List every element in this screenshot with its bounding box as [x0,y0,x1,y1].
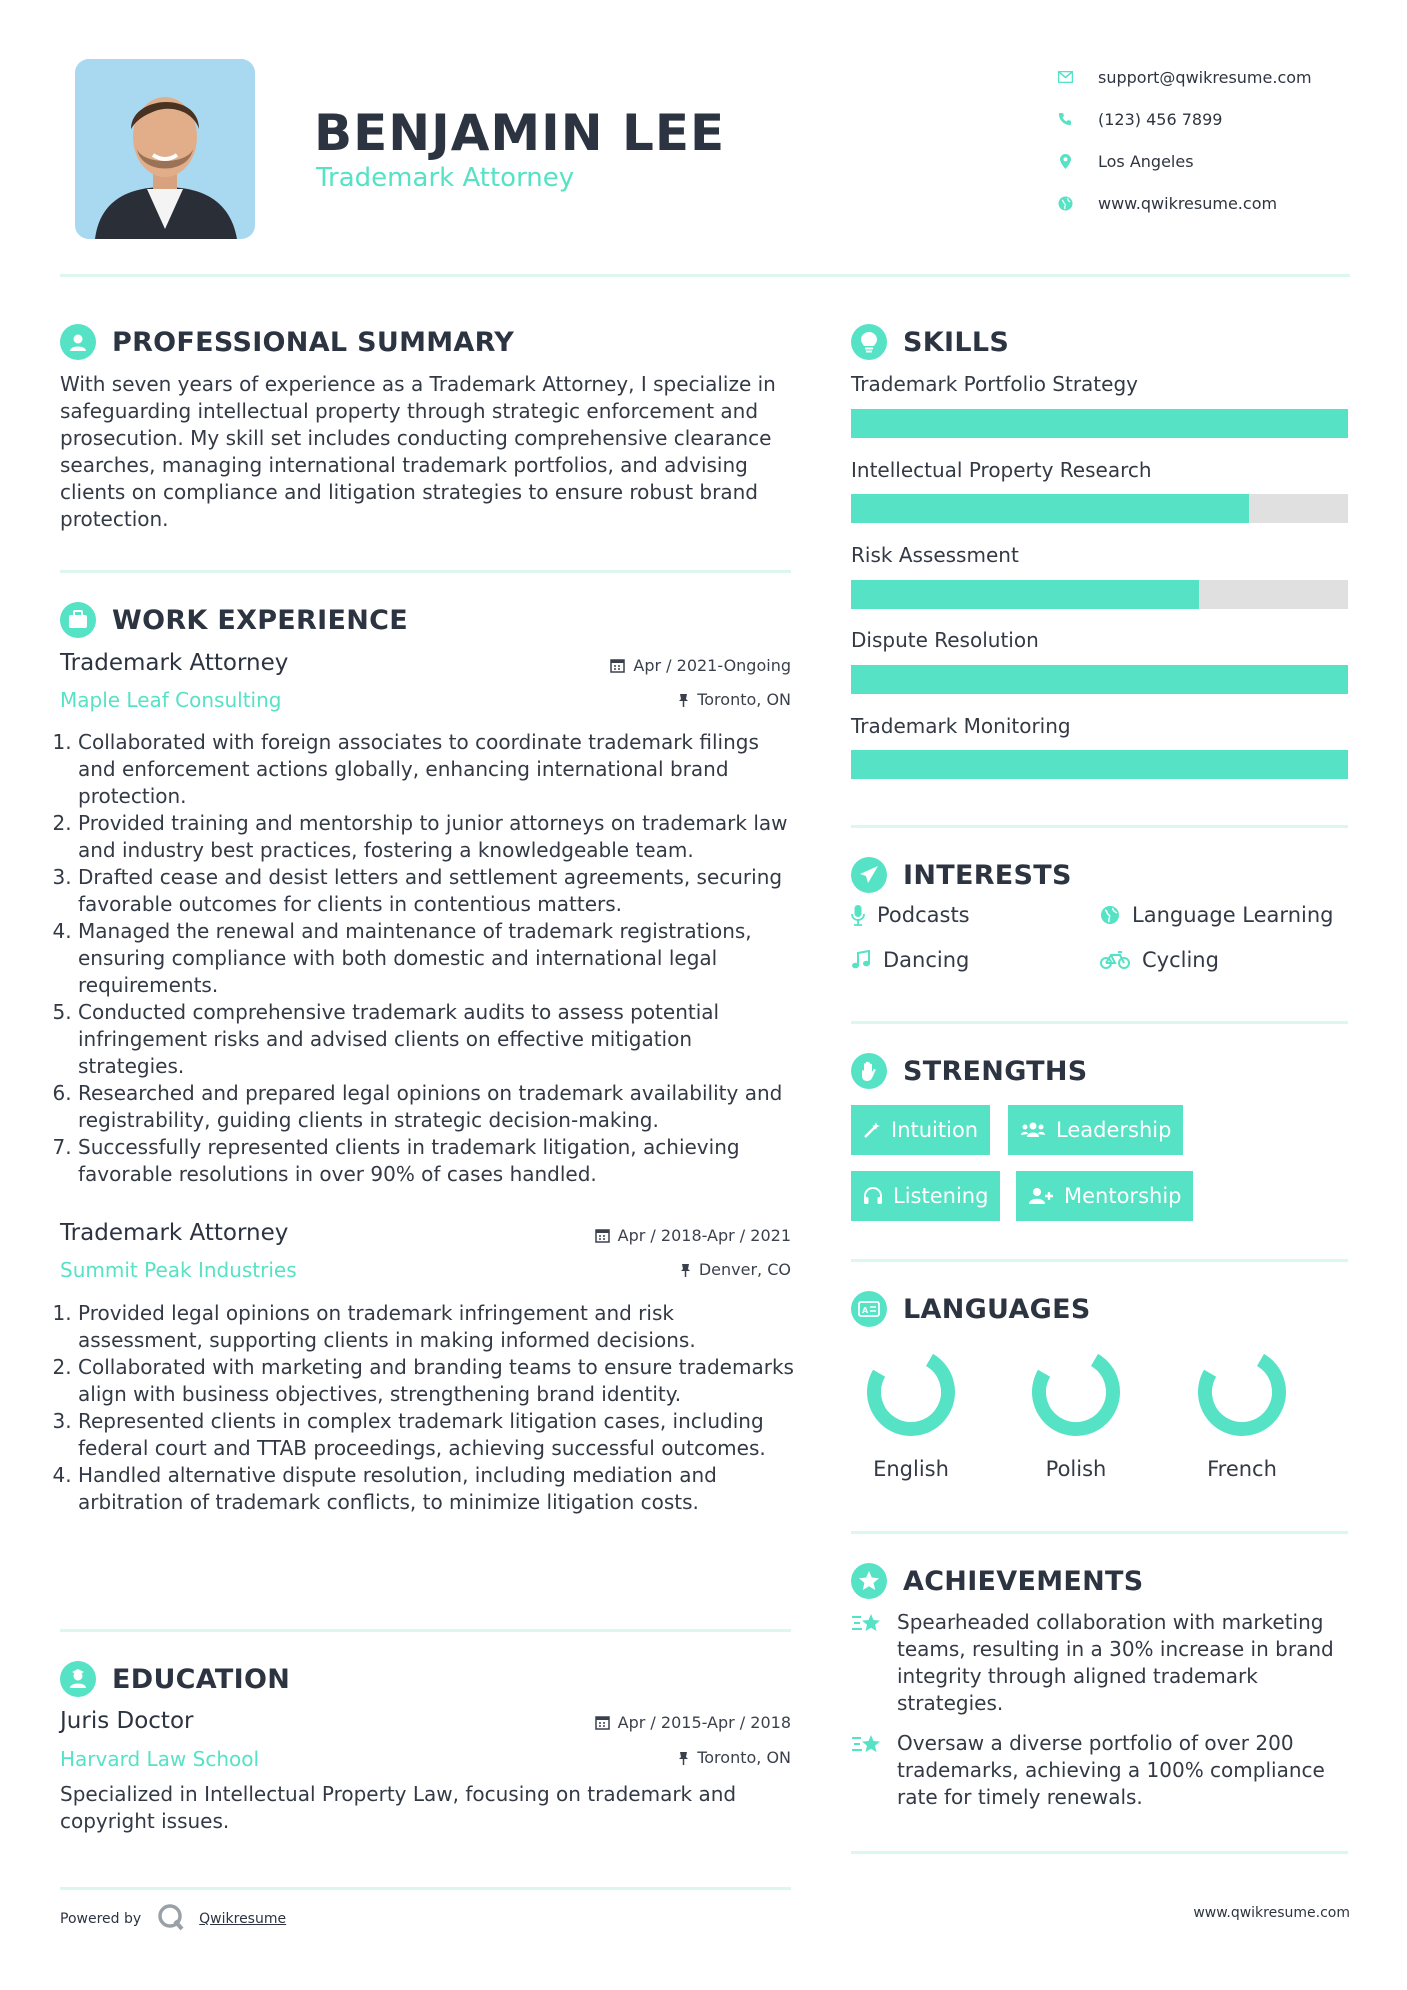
qwikresume-logo-icon [157,1903,185,1935]
contact-phone-text: (123) 456 7899 [1098,109,1223,129]
language-item [1172,1347,1312,1481]
summary-divider [60,570,791,573]
bicycle-icon [1100,950,1130,970]
skill-label: Risk Assessment [851,543,1019,567]
powered-by-label: Powered by [60,1911,142,1927]
skill-bar [851,409,1348,438]
contact-website[interactable] [1052,182,1352,224]
contact-email[interactable] [1052,56,1352,98]
skill-bar [851,580,1348,609]
skill-label: Intellectual Property Research [851,458,1152,482]
education-divider [60,1887,791,1890]
svg-text:A: A [862,1306,869,1315]
strengths-divider [851,1259,1348,1262]
skill-bar-fill [851,665,1348,694]
job-1-company: Maple Leaf Consulting [60,688,282,712]
list-item: 4. Handled alternative dispute resolution, including mediation and arbitration of trademark conflicts, to minimize litigation costs. [78,1462,800,1516]
interest-label: Dancing [883,948,970,972]
language-label: French [1207,1457,1277,1481]
education-title: EDUCATION [112,1663,291,1695]
interests-divider [851,1021,1348,1024]
headphones-icon [863,1187,883,1205]
strength-label: Leadership [1056,1118,1172,1142]
skill-bar [851,665,1348,694]
skill-bar-fill [851,750,1348,779]
education-degree: Juris Doctor [60,1708,194,1734]
education-school: Harvard Law School [60,1747,260,1771]
map-pin-icon [1052,151,1078,171]
contact-email-text: support@qwikresume.com [1098,67,1312,87]
list-item: 1. Collaborated with foreign associates to coordinate trademark filings and enforcement actions globally, enhancing international brand protection. [78,729,800,810]
profile-photo [75,59,255,239]
interest-item [851,903,970,927]
languages-heading [851,1291,1091,1327]
achievement-text: Spearheaded collaboration with marketing teams, resulting in a 30% increase in brand integrity through aligned trademark strategies. [897,1610,1334,1715]
achievement-item [851,1730,1351,1811]
contact-location-text: Los Angeles [1098,151,1194,171]
education-dates-text: Apr / 2015-Apr / 2018 [617,1713,791,1732]
star-badge-icon [851,1563,887,1599]
briefcase-icon [60,602,96,638]
skill-label: Trademark Monitoring [851,714,1071,738]
education-description: Specialized in Intellectual Property Law, focusing on trademark and copyright issues. [60,1782,737,1833]
list-item: 1. Provided legal opinions on trademark infringement and risk assessment, supporting clients in making informed decisions. [78,1300,800,1354]
magic-wand-icon [863,1121,881,1139]
interest-label: Podcasts [877,903,970,927]
user-plus-icon [1028,1187,1054,1205]
skill-bar [851,494,1348,523]
interest-item [1100,903,1333,927]
strength-label: Listening [893,1184,989,1208]
pushpin-icon [678,693,689,707]
job-1-dates [470,656,791,675]
achievements-heading [851,1563,1144,1599]
interests-title: INTERESTS [903,859,1072,891]
list-item: 4. Managed the renewal and maintenance of trademark registrations, ensuring compliance with both domestic and international legal requirements. [78,918,800,999]
language-item [841,1347,981,1481]
interest-label: Language Learning [1132,903,1334,927]
education-dates [470,1713,791,1732]
pushpin-icon [678,1751,689,1765]
experience-divider [60,1629,791,1632]
education-heading [60,1661,290,1697]
language-ring [1031,1347,1121,1437]
header-divider [60,274,1350,277]
users-icon [1020,1121,1046,1139]
achievements-title: ACHIEVEMENTS [903,1565,1144,1597]
globe-icon [1100,905,1120,925]
list-item: 5. Conducted comprehensive trademark audits to assess potential infringement risks and advised clients on effective mitigation strategies. [78,999,800,1080]
skill-label: Dispute Resolution [851,628,1039,652]
contact-info [1052,56,1352,224]
strengths-title: STRENGTHS [903,1055,1088,1087]
strength-tag [1016,1171,1193,1221]
contact-location [1052,140,1352,182]
skill-bar-fill [851,409,1348,438]
interest-item [851,948,969,972]
contact-website-text: www.qwikresume.com [1098,193,1278,213]
strength-tag [851,1105,990,1155]
job-2-company: Summit Peak Industries [60,1258,297,1282]
candidate-title: Trademark Attorney [316,163,575,193]
job-1-title: Trademark Attorney [60,650,289,676]
skill-bar-fill [851,494,1249,523]
contact-phone[interactable] [1052,98,1352,140]
summary-title: PROFESSIONAL SUMMARY [112,326,515,358]
candidate-name: BENJAMIN LEE [314,104,726,162]
languages-divider [851,1531,1348,1534]
qwikresume-link[interactable]: Qwikresume [199,1911,287,1927]
pushpin-icon [680,1263,691,1277]
calendar-icon [595,1715,610,1730]
job-2-bullets [60,1300,800,1516]
skills-heading [851,324,1009,360]
skills-divider [851,825,1348,828]
achievements-divider [851,1851,1348,1854]
achievement-item [851,1609,1351,1717]
language-label: English [873,1457,949,1481]
achievement-text: Oversaw a diverse portfolio of over 200 trademarks, achieving a 100% compliance rate for timely renewals. [897,1731,1325,1809]
footer-website[interactable]: www.qwikresume.com [1193,1905,1350,1921]
job-2-dates-text: Apr / 2018-Apr / 2021 [617,1226,791,1245]
experience-title: WORK EXPERIENCE [112,604,408,636]
list-item: 3. Represented clients in complex trademark litigation cases, including federal court and TTAB proceedings, achieving successful outcomes. [78,1408,800,1462]
list-item: 7. Successfully represented clients in trademark litigation, achieving favorable resolutions in over 90% of cases handled. [78,1134,800,1188]
job-1-bullets [60,729,800,1188]
summary-heading [60,324,514,360]
job-2-location-text: Denver, CO [698,1260,791,1279]
microphone-icon [851,904,865,926]
skills-title: SKILLS [903,326,1010,358]
strength-tag [851,1171,1000,1221]
shooting-star-icon [851,1611,885,1717]
skill-label: Trademark Portfolio Strategy [851,372,1138,396]
job-2-dates [470,1226,791,1245]
skill-bar [851,750,1348,779]
job-2-location [470,1260,791,1279]
list-item: 2. Collaborated with marketing and branding teams to ensure trademarks align with business objectives, strengthening brand identity. [78,1354,800,1408]
strengths-heading [851,1053,1088,1089]
job-2-title: Trademark Attorney [60,1220,289,1246]
lightbulb-icon [851,324,887,360]
footer-powered-by [60,1903,286,1935]
education-location [470,1748,791,1767]
envelope-icon [1052,67,1078,87]
paper-plane-icon [851,857,887,893]
strength-label: Mentorship [1064,1184,1182,1208]
interests-heading [851,857,1072,893]
hand-icon [851,1053,887,1089]
job-1-dates-text: Apr / 2021-Ongoing [633,656,791,675]
calendar-icon [610,658,625,673]
list-item: 3. Drafted cease and desist letters and settlement agreements, securing favorable outcomes for clients in contentious matters. [78,864,800,918]
list-item: 6. Researched and prepared legal opinions on trademark availability and registrability, guiding clients in strategic decision-making. [78,1080,800,1134]
language-card-icon [851,1291,887,1327]
music-note-icon [851,950,871,970]
shooting-star-icon [851,1732,885,1811]
list-item: 2. Provided training and mentorship to junior attorneys on trademark law and industry best practices, fostering a knowledgeable team. [78,810,800,864]
skill-bar-fill [851,580,1199,609]
experience-heading [60,602,408,638]
strength-tag [1008,1105,1183,1155]
globe-icon [1052,193,1078,213]
education-location-text: Toronto, ON [697,1748,791,1767]
language-ring [866,1347,956,1437]
summary-text: With seven years of experience as a Trademark Attorney, I specialize in safeguarding intellectual property through strategic enforcement and prosecution. My skill set includes conducting comprehensive clearance searches, managing international trademark portfolios, and advising clients on compliance and litigation strategies to ensure robust brand protection. [60,372,776,531]
job-1-location [470,690,791,709]
graduate-icon [60,1661,96,1697]
job-1-location-text: Toronto, ON [697,690,791,709]
calendar-icon [595,1228,610,1243]
interest-label: Cycling [1142,948,1219,972]
phone-icon [1052,109,1078,129]
strength-label: Intuition [891,1118,979,1142]
languages-title: LANGUAGES [903,1293,1091,1325]
language-ring [1197,1347,1287,1437]
language-item [1006,1347,1146,1481]
interest-item [1100,948,1219,972]
user-circle-icon [60,324,96,360]
language-label: Polish [1045,1457,1107,1481]
